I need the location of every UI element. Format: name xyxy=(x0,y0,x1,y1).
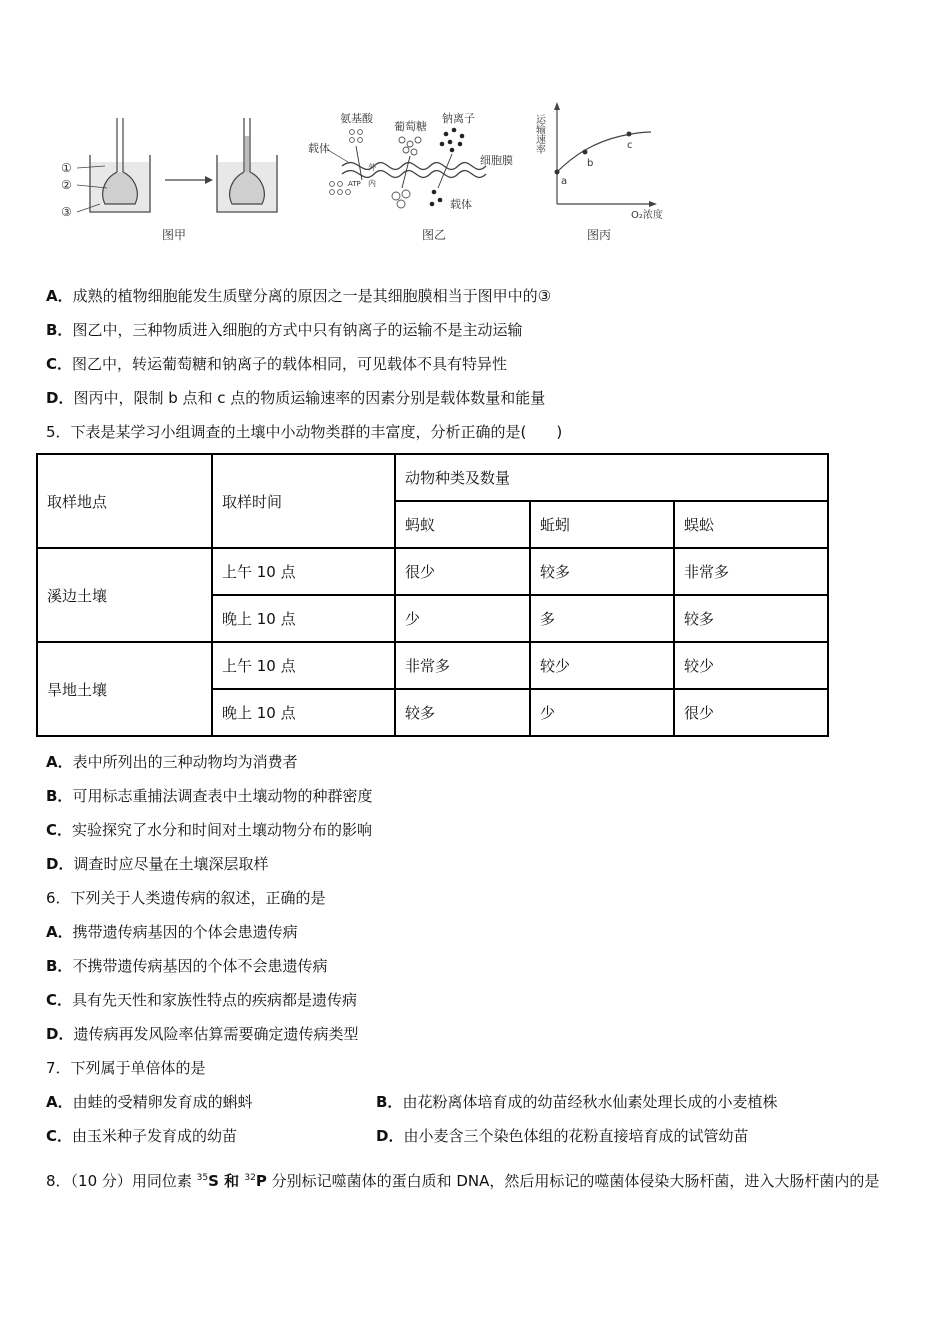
q6-option-a xyxy=(46,922,298,942)
option-key: C． xyxy=(46,355,73,373)
value-cell: 很少 xyxy=(674,689,828,736)
table-row xyxy=(37,548,828,595)
value-cell: 多 xyxy=(530,595,674,642)
caption-bing: 图丙 xyxy=(587,228,612,242)
soil-animal-table xyxy=(36,453,829,737)
label-2: ② xyxy=(61,178,72,192)
graph-xlabel: O₂浓度 xyxy=(631,210,663,221)
site-cell: 旱地土壤 xyxy=(37,642,212,736)
q4-option-d xyxy=(46,388,545,408)
option-key: D． xyxy=(376,1127,404,1145)
time-cell: 晚上 10 点 xyxy=(212,595,395,642)
value-cell: 较多 xyxy=(530,548,674,595)
figure-strip xyxy=(40,100,740,250)
figure-bing xyxy=(535,100,705,250)
q5-option-c xyxy=(46,820,372,840)
point-b xyxy=(583,150,588,155)
isotope-symbol: P xyxy=(255,1172,267,1190)
label-glucose: 葡萄糖 xyxy=(394,120,427,133)
caption-jia: 图甲 xyxy=(162,228,187,242)
value-cell: 非常多 xyxy=(674,548,828,595)
option-key: C． xyxy=(46,821,73,839)
option-key: B． xyxy=(46,787,73,805)
q6-option-b xyxy=(46,956,327,976)
time-cell: 上午 10 点 xyxy=(212,642,395,689)
q7-option-c xyxy=(46,1126,237,1146)
label-membrane: 细胞膜 xyxy=(480,154,513,167)
value-cell: 较少 xyxy=(530,642,674,689)
option-text: 图乙中，三种物质进入细胞的方式中只有钠离子的运输不是主动运输 xyxy=(72,321,523,339)
label-amino-acid: 氨基酸 xyxy=(340,112,373,125)
option-text: 遗传病再发风险率估算需要确定遗传病类型 xyxy=(73,1025,359,1043)
q5-option-b xyxy=(46,786,372,806)
q7-option-a xyxy=(46,1092,253,1112)
osmosis-diagram xyxy=(55,100,300,220)
option-text: 实验探究了水分和时间对土壤动物分布的影响 xyxy=(72,821,373,839)
value-cell: 较少 xyxy=(674,642,828,689)
label-a: a xyxy=(561,176,568,187)
isotope-mass: 32 xyxy=(244,1173,256,1183)
option-key: A． xyxy=(46,287,73,305)
label-b: b xyxy=(587,158,594,169)
transport-rate-graph xyxy=(535,100,705,220)
label-3: ③ xyxy=(61,205,72,219)
table-row xyxy=(37,642,828,689)
label-c: c xyxy=(627,140,633,151)
label-sodium: 钠离子 xyxy=(442,112,475,125)
option-key: D． xyxy=(46,855,74,873)
option-text: 成熟的植物细胞能发生质壁分离的原因之一是其细胞膜相当于图甲中的③ xyxy=(72,287,552,305)
option-text: 调查时应尽量在土壤深层取样 xyxy=(73,855,269,873)
q7-stem: 7．下列属于单倍体的是 xyxy=(46,1059,206,1077)
q8-prefix: 8．（10 分）用同位素 xyxy=(46,1172,197,1190)
point-c xyxy=(627,132,632,137)
value-cell: 较多 xyxy=(395,689,530,736)
header-site: 取样地点 xyxy=(37,454,212,548)
value-cell: 少 xyxy=(530,689,674,736)
header-time: 取样时间 xyxy=(212,454,395,548)
option-key: B． xyxy=(46,957,73,975)
option-key: B． xyxy=(376,1093,403,1111)
label-atp: ATP xyxy=(348,180,361,188)
q4-option-c xyxy=(46,354,507,374)
time-cell: 晚上 10 点 xyxy=(212,689,395,736)
isotope-mass: 35 xyxy=(196,1173,209,1183)
isotope-symbol: S 和 xyxy=(208,1172,245,1190)
option-text: 不携带遗传病基因的个体不会患遗传病 xyxy=(72,957,328,975)
option-key: D． xyxy=(46,1025,74,1043)
label-carrier-bottom: 载体 xyxy=(450,198,472,211)
value-cell: 很少 xyxy=(395,548,530,595)
option-text: 由小麦含三个染色体组的花粉直接培育成的试管幼苗 xyxy=(403,1127,749,1145)
option-text: 图乙中，转运葡萄糖和钠离子的载体相同，可见载体不具有特异性 xyxy=(72,355,508,373)
option-text: 由花粉离体培育成的幼苗经秋水仙素处理长成的小麦植株 xyxy=(402,1093,778,1111)
option-text: 图丙中，限制 b 点和 c 点的物质运输速率的因素分别是载体数量和能量 xyxy=(73,389,546,407)
option-text: 由蛙的受精卵发育成的蝌蚪 xyxy=(72,1093,253,1111)
value-cell: 较多 xyxy=(674,595,828,642)
q4-option-b xyxy=(46,320,522,340)
q8-stem xyxy=(46,1160,906,1199)
header-animal: 蚯蚓 xyxy=(530,501,674,548)
q4-option-a xyxy=(46,286,551,306)
option-text: 具有先天性和家族性特点的疾病都是遗传病 xyxy=(72,991,358,1009)
value-cell: 非常多 xyxy=(395,642,530,689)
option-key: B． xyxy=(46,321,73,339)
q6-option-c xyxy=(46,990,357,1010)
q7-option-b xyxy=(376,1092,777,1112)
q8-rest: 分别标记噬菌体的蛋白质和 DNA，然后用标记的噬菌体侵染大肠杆菌，进入大肠杆菌内的是 xyxy=(266,1172,880,1190)
q6-option-d xyxy=(46,1024,358,1044)
graph-ylabel: 运输速率 xyxy=(533,114,545,154)
option-key: C． xyxy=(46,991,73,1009)
option-key: A． xyxy=(46,753,73,771)
figure-jia xyxy=(55,100,300,250)
header-species: 动物种类及数量 xyxy=(395,454,828,501)
header-animal: 蜈蚣 xyxy=(674,501,828,548)
header-animal: 蚂蚁 xyxy=(395,501,530,548)
option-text: 表中所列出的三种动物均为消费者 xyxy=(72,753,298,771)
label-carrier-top: 载体 xyxy=(308,142,330,155)
site-cell: 溪边土壤 xyxy=(37,548,212,642)
time-cell: 上午 10 点 xyxy=(212,548,395,595)
q5-option-a xyxy=(46,752,298,772)
option-text: 可用标志重捕法调查表中土壤动物的种群密度 xyxy=(72,787,373,805)
q5-stem: 5．下表是某学习小组调查的土壤中小动物类群的丰富度，分析正确的是( ) xyxy=(46,423,563,441)
option-key: D． xyxy=(46,389,74,407)
q7-option-d xyxy=(376,1126,748,1146)
label-1: ① xyxy=(61,161,72,175)
option-key: A． xyxy=(46,1093,73,1111)
membrane-transport-diagram xyxy=(302,100,552,220)
option-text: 由玉米种子发育成的幼苗 xyxy=(72,1127,238,1145)
point-a xyxy=(555,170,560,175)
caption-yi: 图乙 xyxy=(422,228,447,242)
option-key: A． xyxy=(46,923,73,941)
q5-option-d xyxy=(46,854,268,874)
label-inside: 内 xyxy=(368,179,376,188)
q6-stem: 6．下列关于人类遗传病的叙述，正确的是 xyxy=(46,889,326,907)
option-text: 携带遗传病基因的个体会患遗传病 xyxy=(72,923,298,941)
value-cell: 少 xyxy=(395,595,530,642)
option-key: C． xyxy=(46,1127,73,1145)
figure-yi xyxy=(302,100,552,250)
label-outside: 外 xyxy=(368,163,376,172)
